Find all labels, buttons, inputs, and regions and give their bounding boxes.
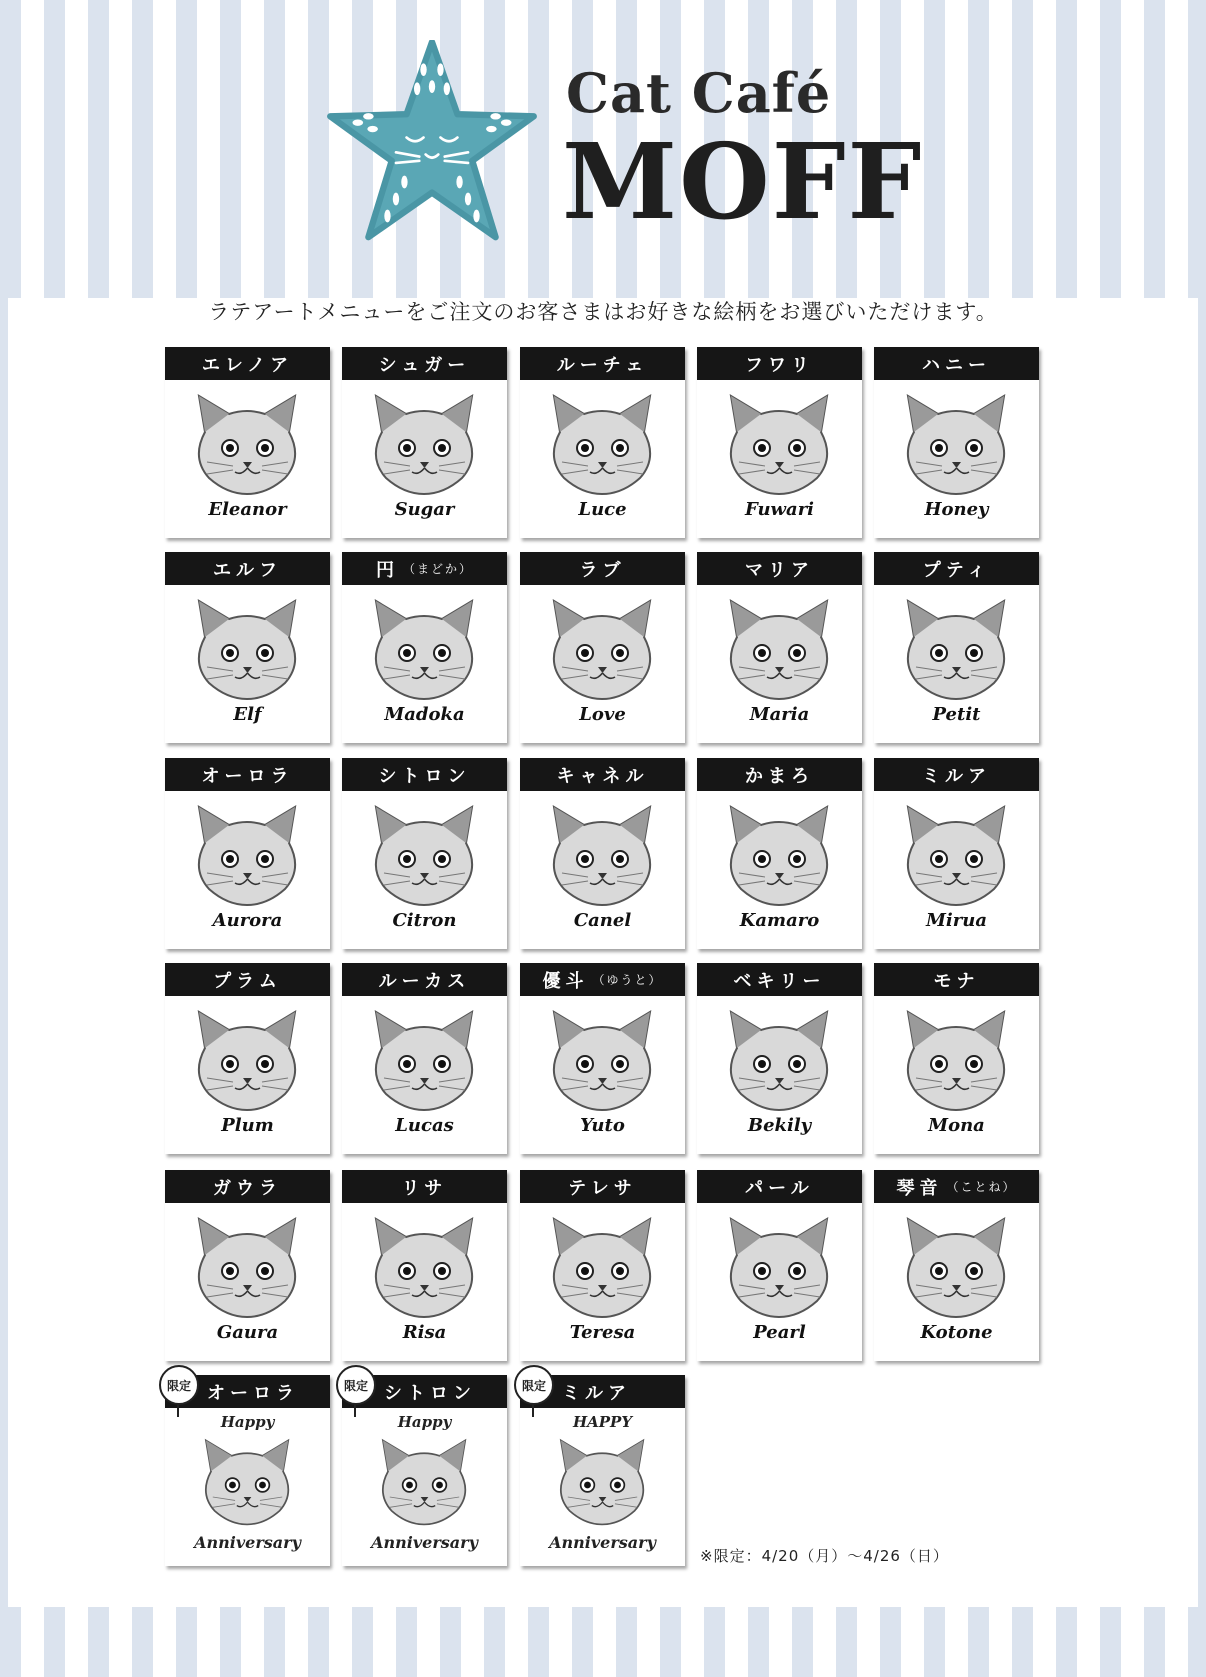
cat-card[interactable] xyxy=(342,552,507,743)
cat-portrait-icon xyxy=(894,1008,1019,1113)
cat-portrait-icon xyxy=(185,392,310,497)
cat-name-jp: ハニー xyxy=(922,354,991,376)
cat-portrait-icon xyxy=(185,597,310,702)
cat-portrait-icon xyxy=(894,1215,1019,1320)
cat-name-latin: Canel xyxy=(573,910,632,931)
cat-card[interactable] xyxy=(874,1170,1039,1361)
cat-portrait-icon xyxy=(362,1215,487,1320)
cat-card-header xyxy=(165,552,330,585)
intro-text: ラテアートメニューをご注文のお客さまはお好きな絵柄をお選びいただけます。 xyxy=(208,300,998,324)
cat-name-latin: Fuwari xyxy=(744,499,815,520)
cat-name-latin: Petit xyxy=(932,704,981,725)
cat-name-jp: キャネル xyxy=(556,765,649,787)
cat-card-header xyxy=(520,758,685,791)
cat-card-header xyxy=(342,758,507,791)
cat-name-reading: （ゆうと） xyxy=(592,973,663,987)
cat-name-jp: シトロン xyxy=(384,1382,476,1404)
cat-card-header xyxy=(697,552,862,585)
cat-name-latin: Aurora xyxy=(212,910,283,931)
cat-name-jp: パール xyxy=(745,1177,814,1199)
cat-name-jp: シュガー xyxy=(378,354,471,376)
cat-portrait-icon xyxy=(894,392,1019,497)
cat-card-header xyxy=(697,758,862,791)
cat-portrait-icon xyxy=(540,1215,665,1320)
cat-name-latin: Honey xyxy=(924,499,989,520)
cat-card-header xyxy=(874,347,1039,380)
cat-name-reading: （まどか） xyxy=(402,562,473,576)
cat-card[interactable] xyxy=(697,1170,862,1361)
cat-portrait-icon xyxy=(717,392,842,497)
cat-card[interactable] xyxy=(520,758,685,949)
cat-portrait-icon xyxy=(362,392,487,497)
cat-name-latin: Teresa xyxy=(569,1322,636,1343)
cat-name-latin: Risa xyxy=(402,1322,447,1343)
cat-name-latin: Mona xyxy=(928,1115,985,1136)
cat-portrait-icon xyxy=(362,597,487,702)
cat-card[interactable] xyxy=(520,1170,685,1361)
cat-portrait-icon xyxy=(185,803,310,908)
cat-portrait-icon xyxy=(362,803,487,908)
cat-portrait-icon xyxy=(185,1008,310,1113)
cat-portrait-icon xyxy=(717,597,842,702)
cat-portrait-icon xyxy=(540,392,665,497)
limited-cat-card[interactable] xyxy=(520,1375,685,1566)
cat-name-jp: ベキリー xyxy=(733,970,826,992)
cat-card[interactable] xyxy=(874,758,1039,949)
cat-portrait-icon xyxy=(540,803,665,908)
brand-name-line2: MOFF xyxy=(562,120,924,243)
cat-name-latin: Elf xyxy=(233,704,262,725)
cat-name-latin: Bekily xyxy=(747,1115,812,1136)
cat-name-jp: プティ xyxy=(922,559,991,581)
cat-name-jp: 優斗 xyxy=(542,970,589,992)
anniversary-line1: HAPPY xyxy=(572,1413,633,1431)
limited-badge: 限定 xyxy=(336,1365,376,1405)
cat-name-latin: Gaura xyxy=(216,1322,279,1343)
cat-name-reading: （ことね） xyxy=(946,1180,1017,1194)
cat-card[interactable] xyxy=(697,347,862,538)
cat-card[interactable] xyxy=(697,552,862,743)
cat-name-latin: Madoka xyxy=(384,704,465,725)
cat-name-jp: ルーカス xyxy=(378,970,471,992)
anniversary-line1: Happy xyxy=(220,1413,275,1431)
cat-name-latin: Citron xyxy=(392,910,457,931)
cat-portrait-icon xyxy=(185,1215,310,1320)
cat-name-jp: オーロラ xyxy=(207,1382,299,1404)
cat-name-latin: Yuto xyxy=(580,1115,625,1136)
cat-name-jp: プラム xyxy=(213,970,282,992)
cat-card[interactable] xyxy=(874,963,1039,1154)
cat-card[interactable] xyxy=(165,347,330,538)
cat-card-header xyxy=(697,347,862,380)
cat-name-latin: Luce xyxy=(578,499,627,520)
cat-name-jp: フワリ xyxy=(745,354,814,376)
cat-portrait-icon xyxy=(540,597,665,702)
cat-card-header xyxy=(165,1170,330,1203)
cat-portrait-icon xyxy=(717,1008,842,1113)
cat-name-jp: ラブ xyxy=(579,559,626,581)
cat-portrait-icon xyxy=(362,1008,487,1113)
cat-card[interactable] xyxy=(874,552,1039,743)
cat-card-header xyxy=(874,1170,1039,1203)
cat-name-jp: マリア xyxy=(745,559,814,581)
cat-portrait-icon xyxy=(540,1437,665,1527)
cat-name-jp: ミルア xyxy=(922,765,991,787)
cat-card[interactable] xyxy=(165,963,330,1154)
cat-card[interactable] xyxy=(342,347,507,538)
limited-period-note: ※限定：4/20（月）～4/26（日） xyxy=(700,1547,949,1565)
cat-portrait-icon xyxy=(894,803,1019,908)
cat-name-jp: リサ xyxy=(401,1177,448,1199)
cat-card-header xyxy=(342,963,507,996)
cat-portrait-icon xyxy=(717,803,842,908)
cat-card-header xyxy=(520,1170,685,1203)
cat-portrait-icon xyxy=(362,1437,487,1527)
cat-card-header xyxy=(520,347,685,380)
cat-card-header xyxy=(165,758,330,791)
cat-card[interactable] xyxy=(165,552,330,743)
limited-cat-card[interactable] xyxy=(165,1375,330,1566)
cat-name-latin: Mirua xyxy=(926,910,987,931)
cat-card[interactable] xyxy=(697,963,862,1154)
cat-portrait-icon xyxy=(894,597,1019,702)
cat-card[interactable] xyxy=(520,347,685,538)
cat-name-jp: モナ xyxy=(933,970,980,992)
cat-card-header xyxy=(874,963,1039,996)
cat-card-header xyxy=(697,1170,862,1203)
cat-card-header xyxy=(697,963,862,996)
limited-cat-card[interactable] xyxy=(342,1375,507,1566)
cat-name-latin: Kotone xyxy=(920,1322,993,1343)
cat-name-jp: ミルア xyxy=(562,1382,631,1404)
cat-portrait-icon xyxy=(717,1215,842,1320)
cat-card-header xyxy=(342,347,507,380)
cat-card[interactable] xyxy=(165,1170,330,1361)
cat-card[interactable] xyxy=(165,758,330,949)
header xyxy=(0,0,1206,298)
cat-card-header xyxy=(342,1170,507,1203)
cat-name-latin: Lucas xyxy=(395,1115,454,1136)
cat-card[interactable] xyxy=(342,963,507,1154)
cat-portrait-icon xyxy=(185,1437,310,1527)
cat-name-latin: Kamaro xyxy=(739,910,820,931)
cat-card-header xyxy=(874,552,1039,585)
cat-name-jp: オーロラ xyxy=(201,765,294,787)
cat-card-header xyxy=(342,552,507,585)
cat-name-jp: エレノア xyxy=(201,354,294,376)
cat-card[interactable] xyxy=(342,1170,507,1361)
cat-card[interactable] xyxy=(697,758,862,949)
cat-name-latin: Sugar xyxy=(394,499,455,520)
cat-name-jp: ガウラ xyxy=(213,1177,282,1199)
cat-card[interactable] xyxy=(874,347,1039,538)
cat-name-jp: かまろ xyxy=(745,765,814,787)
anniversary-line2: Anniversary xyxy=(371,1533,478,1552)
cat-name-jp: 円 xyxy=(375,559,399,581)
cat-name-latin: Love xyxy=(579,704,626,725)
cat-card-header xyxy=(165,963,330,996)
cat-card[interactable] xyxy=(342,758,507,949)
cat-card[interactable] xyxy=(520,552,685,743)
cat-name-latin: Pearl xyxy=(753,1322,806,1343)
brand-name-line1: Cat Café xyxy=(566,61,832,125)
cat-card-header xyxy=(520,963,685,996)
anniversary-line2: Anniversary xyxy=(194,1533,301,1552)
limited-badge: 限定 xyxy=(159,1365,199,1405)
limited-badge: 限定 xyxy=(514,1365,554,1405)
cat-name-latin: Plum xyxy=(221,1115,274,1136)
cat-name-jp: エルフ xyxy=(213,559,282,581)
anniversary-line2: Anniversary xyxy=(549,1533,656,1552)
cat-card-header xyxy=(874,758,1039,791)
anniversary-line1: Happy xyxy=(397,1413,452,1431)
cat-name-jp: ルーチェ xyxy=(556,354,649,376)
cat-card-header xyxy=(165,347,330,380)
cat-name-latin: Eleanor xyxy=(208,499,287,520)
cat-portrait-icon xyxy=(540,1008,665,1113)
cat-card-header xyxy=(520,552,685,585)
cat-name-latin: Maria xyxy=(749,704,810,725)
cat-name-jp: 琴音 xyxy=(896,1177,943,1199)
cat-name-jp: テレサ xyxy=(568,1177,637,1199)
starfish-cat-icon xyxy=(326,40,538,252)
cat-name-jp: シトロン xyxy=(378,765,471,787)
cat-card[interactable] xyxy=(520,963,685,1154)
